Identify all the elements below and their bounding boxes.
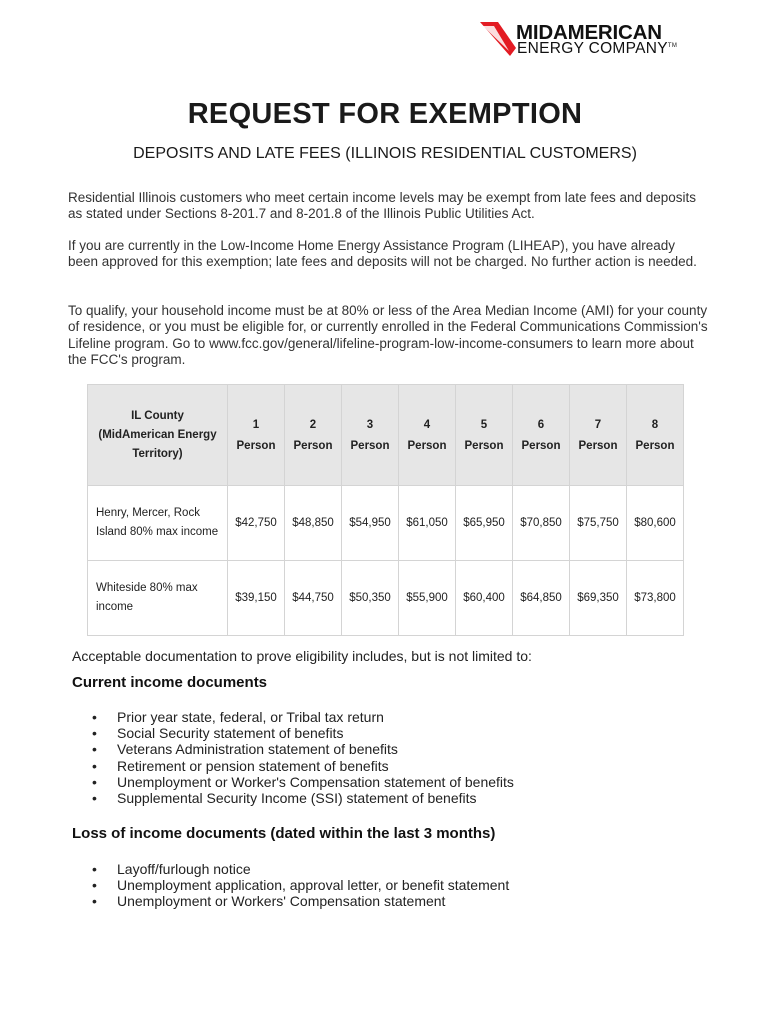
income-cell: $64,850 [513, 561, 570, 636]
table-row [88, 561, 684, 636]
company-logo [480, 20, 702, 58]
income-cell: $61,050 [399, 486, 456, 561]
income-cell: $39,150 [228, 561, 285, 636]
logo-wordmark: MIDAMERICAN [516, 21, 662, 44]
table-row [88, 486, 684, 561]
page-subtitle: DEPOSITS AND LATE FEES (ILLINOIS RESIDENTIAL CUSTOMERS) [133, 145, 637, 162]
list-item: • Unemployment application, approval letter, or benefit statement [92, 877, 509, 893]
income-cell: $48,850 [285, 486, 342, 561]
county-header: IL County (MidAmerican Energy Territory) [88, 385, 228, 486]
income-cell: $80,600 [627, 486, 684, 561]
logo-mark-icon [480, 20, 516, 56]
income-cell: $70,850 [513, 486, 570, 561]
household-size-header: 7 Person [570, 385, 627, 486]
household-size-header: 1 Person [228, 385, 285, 486]
current-income-list [92, 709, 514, 806]
list-item: • Unemployment or Worker's Compensation statement of benefits [92, 774, 514, 790]
list-item: • Supplemental Security Income (SSI) statement of benefits [92, 790, 514, 806]
loss-of-income-heading: Loss of income documents (dated within the last 3 months) [72, 825, 496, 842]
acceptable-documentation-intro: Acceptable documentation to prove eligibility includes, but is not limited to: [72, 648, 532, 664]
list-item: • Veterans Administration statement of benefits [92, 741, 514, 757]
list-item: • Retirement or pension statement of benefits [92, 758, 514, 774]
household-size-header: 4 Person [399, 385, 456, 486]
income-cell: $55,900 [399, 561, 456, 636]
list-item: • Layoff/furlough notice [92, 861, 509, 877]
household-size-header: 5 Person [456, 385, 513, 486]
income-cell: $50,350 [342, 561, 399, 636]
page-title: REQUEST FOR EXEMPTION [187, 98, 583, 130]
income-cell: $65,950 [456, 486, 513, 561]
trademark-mark: TM [667, 42, 678, 49]
liheap-paragraph: If you are currently in the Low-Income Home Energy Assistance Program (LIHEAP), you have already been approved for this exemption; late fees and deposits will not be charged. No further action is needed. [68, 238, 697, 270]
income-cell: $54,950 [342, 486, 399, 561]
household-size-header: 2 Person [285, 385, 342, 486]
qualify-paragraph: To qualify, your household income must be at 80% or less of the Area Median Income (AMI) for your county of residence, or you must be eligible for, or currently enrolled in the Federal Communications Commission's Lifeline program. Go to www.fcc.gov/general/lifeline-program-low-income-consumers to learn more about the FCC's program. [68, 303, 708, 367]
income-cell: $42,750 [228, 486, 285, 561]
household-size-header: 8 Person [627, 385, 684, 486]
list-item: • Social Security statement of benefits [92, 725, 514, 741]
county-label-cell: Henry, Mercer, Rock Island 80% max income [88, 486, 228, 561]
list-item: • Prior year state, federal, or Tribal tax return [92, 709, 514, 725]
logo-subtitle: ENERGY COMPANY™ [517, 40, 678, 57]
income-cell: $73,800 [627, 561, 684, 636]
list-item: • Unemployment or Workers' Compensation statement [92, 893, 509, 909]
income-limits-table [87, 384, 684, 636]
income-cell: $60,400 [456, 561, 513, 636]
intro-paragraph: Residential Illinois customers who meet certain income levels may be exempt from late fees and deposits as stated under Sections 8-201.7 and 8-201.8 of the Illinois Public Utilities Act. [68, 190, 697, 222]
income-cell: $44,750 [285, 561, 342, 636]
income-cell: $69,350 [570, 561, 627, 636]
current-income-heading: Current income documents [72, 674, 268, 691]
household-size-header: 6 Person [513, 385, 570, 486]
county-label-cell: Whiteside 80% max income [88, 561, 228, 636]
household-size-header: 3 Person [342, 385, 399, 486]
loss-of-income-list [92, 861, 509, 910]
income-cell: $75,750 [570, 486, 627, 561]
